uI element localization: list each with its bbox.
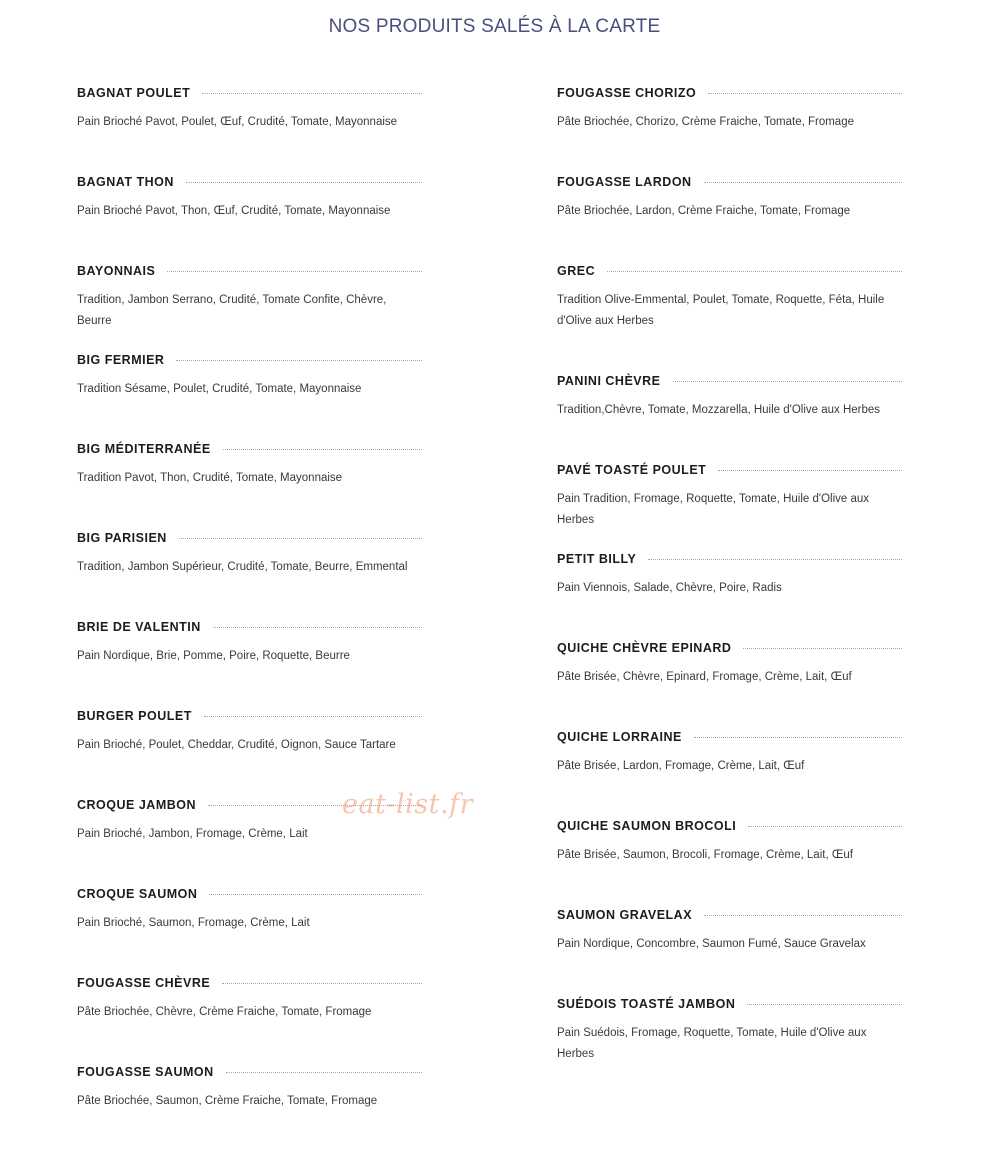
dotted-rule [222, 983, 422, 984]
dotted-rule [213, 627, 422, 628]
menu-item-name: SAUMON GRAVELAX [557, 908, 693, 922]
menu-item-description: Pain Brioché, Jambon, Fromage, Crème, Lait [77, 828, 308, 840]
menu-item-name: PETIT BILLY [557, 552, 637, 566]
menu-item-description: Pâte Brisée, Chèvre, Epinard, Fromage, Crème, Lait, Œuf [557, 671, 852, 683]
menu-item [77, 173, 422, 262]
menu-item-description: Pâte Briochée, Chorizo, Crème Fraiche, Tomate, Fromage [557, 116, 854, 128]
menu-item-name: BAGNAT THON [77, 175, 174, 189]
menu-item [77, 440, 422, 529]
menu-item-description: Pain Nordique, Concombre, Saumon Fumé, Sauce Gravelax [557, 938, 866, 950]
menu-item [77, 262, 422, 351]
dotted-rule [223, 449, 422, 450]
menu-item-description: Tradition, Jambon Serrano, Crudité, Tomate Confite, Chèvre, Beurre [77, 294, 387, 327]
page-title: NOS PRODUITS SALÉS À LA CARTE [328, 16, 661, 37]
menu-item-name: FOUGASSE SAUMON [77, 1065, 214, 1079]
menu-item [557, 995, 902, 1084]
menu-item-description: Pain Suédois, Fromage, Roquette, Tomate, Huile d'Olive aux Herbes [557, 1027, 867, 1060]
menu-item-description: Pâte Briochée, Lardon, Crème Fraiche, Tomate, Fromage [557, 205, 851, 217]
menu-item [557, 817, 902, 906]
menu-item-name: BIG FERMIER [77, 353, 165, 367]
menu-item-name: QUICHE LORRAINE [557, 730, 682, 744]
menu-item-description: Pain Viennois, Salade, Chèvre, Poire, Radis [557, 582, 782, 594]
menu-item-name: FOUGASSE LARDON [557, 175, 692, 189]
menu-item [77, 529, 422, 618]
menu-item-description: Pain Brioché Pavot, Poulet, Œuf, Crudité, Tomate, Mayonnaise [77, 116, 398, 128]
menu-item-description: Pâte Briochée, Saumon, Crème Fraiche, Tomate, Fromage [77, 1095, 378, 1107]
menu-item [557, 262, 902, 372]
dotted-rule [607, 271, 902, 272]
menu-item [557, 906, 902, 995]
menu-item-name: BRIE DE VALENTIN [77, 620, 201, 634]
menu-item-description: Pain Brioché, Saumon, Fromage, Crème, Lait [77, 917, 310, 929]
menu-item-name: CROQUE JAMBON [77, 798, 197, 812]
dotted-rule [226, 1072, 422, 1073]
menu-item-name: BAYONNAIS [77, 264, 156, 278]
dotted-rule [743, 648, 902, 649]
dotted-rule [179, 538, 422, 539]
menu-item-name: BIG PARISIEN [77, 531, 167, 545]
dotted-rule [694, 737, 902, 738]
menu-item [77, 885, 422, 974]
dotted-rule [708, 93, 902, 94]
menu-column-left [77, 84, 422, 1152]
menu-item [77, 618, 422, 707]
dotted-rule [167, 271, 422, 272]
menu-item-name: SUÉDOIS TOASTÉ JAMBON [557, 997, 736, 1011]
dotted-rule [748, 826, 902, 827]
menu-item-name: GREC [557, 264, 596, 278]
menu-item-name: CROQUE SAUMON [77, 887, 198, 901]
menu-item-description: Pain Brioché Pavot, Thon, Œuf, Crudité, Tomate, Mayonnaise [77, 205, 391, 217]
dotted-rule [704, 915, 902, 916]
menu-item-description: Pain Nordique, Brie, Pomme, Poire, Roquette, Beurre [77, 650, 350, 662]
menu-item-name: BAGNAT POULET [77, 86, 191, 100]
menu-item-description: Tradition,Chèvre, Tomate, Mozzarella, Huile d'Olive aux Herbes [557, 404, 881, 416]
menu-item [557, 84, 902, 173]
dotted-rule [204, 716, 422, 717]
menu-item [557, 550, 902, 639]
menu-item-name: QUICHE CHÈVRE EPINARD [557, 641, 732, 655]
menu-item [557, 461, 902, 550]
menu-column-right [557, 84, 902, 1084]
dotted-rule [673, 381, 902, 382]
dotted-rule [176, 360, 422, 361]
menu-item-description: Pain Tradition, Fromage, Roquette, Tomate, Huile d'Olive aux Herbes [557, 493, 870, 526]
menu-item-description: Pâte Briochée, Chèvre, Crème Fraiche, Tomate, Fromage [77, 1006, 372, 1018]
menu-item-name: BIG MÉDITERRANÉE [77, 442, 211, 456]
dotted-rule [209, 894, 422, 895]
menu-item-description: Tradition Pavot, Thon, Crudité, Tomate, Mayonnaise [77, 472, 343, 484]
menu-item-name: PAVÉ TOASTÉ POULET [557, 463, 707, 477]
menu-item-description: Tradition Sésame, Poulet, Crudité, Tomate, Mayonnaise [77, 383, 362, 395]
dotted-rule [718, 470, 902, 471]
menu-item-name: QUICHE SAUMON BROCOLI [557, 819, 737, 833]
menu-item-name: PANINI CHÈVRE [557, 374, 661, 388]
menu-item-name: FOUGASSE CHORIZO [557, 86, 697, 100]
menu-item-name: BURGER POULET [77, 709, 192, 723]
menu-item [557, 728, 902, 817]
menu-item-description: Pâte Brisée, Lardon, Fromage, Crème, Lait, Œuf [557, 760, 805, 772]
menu-item [557, 372, 902, 461]
menu-item [77, 974, 422, 1063]
menu-item-description: Tradition, Jambon Supérieur, Crudité, Tomate, Beurre, Emmental [77, 561, 408, 573]
menu-item [557, 173, 902, 262]
menu-item-name: FOUGASSE CHÈVRE [77, 976, 211, 990]
menu-item-description: Tradition Olive-Emmental, Poulet, Tomate, Roquette, Féta, Huile d'Olive aux Herbes [557, 294, 885, 327]
dotted-rule [648, 559, 902, 560]
menu-item-description: Pâte Brisée, Saumon, Brocoli, Fromage, Crème, Lait, Œuf [557, 849, 853, 861]
watermark: eat-list.fr [342, 789, 474, 820]
dotted-rule [186, 182, 422, 183]
dotted-rule [747, 1004, 902, 1005]
menu-item [77, 1063, 422, 1152]
menu-item [77, 84, 422, 173]
menu-item [77, 707, 422, 796]
menu-item [77, 351, 422, 440]
menu-item [557, 639, 902, 728]
dotted-rule [704, 182, 902, 183]
menu-item-description: Pain Brioché, Poulet, Cheddar, Crudité, Oignon, Sauce Tartare [77, 739, 396, 751]
dotted-rule [202, 93, 422, 94]
